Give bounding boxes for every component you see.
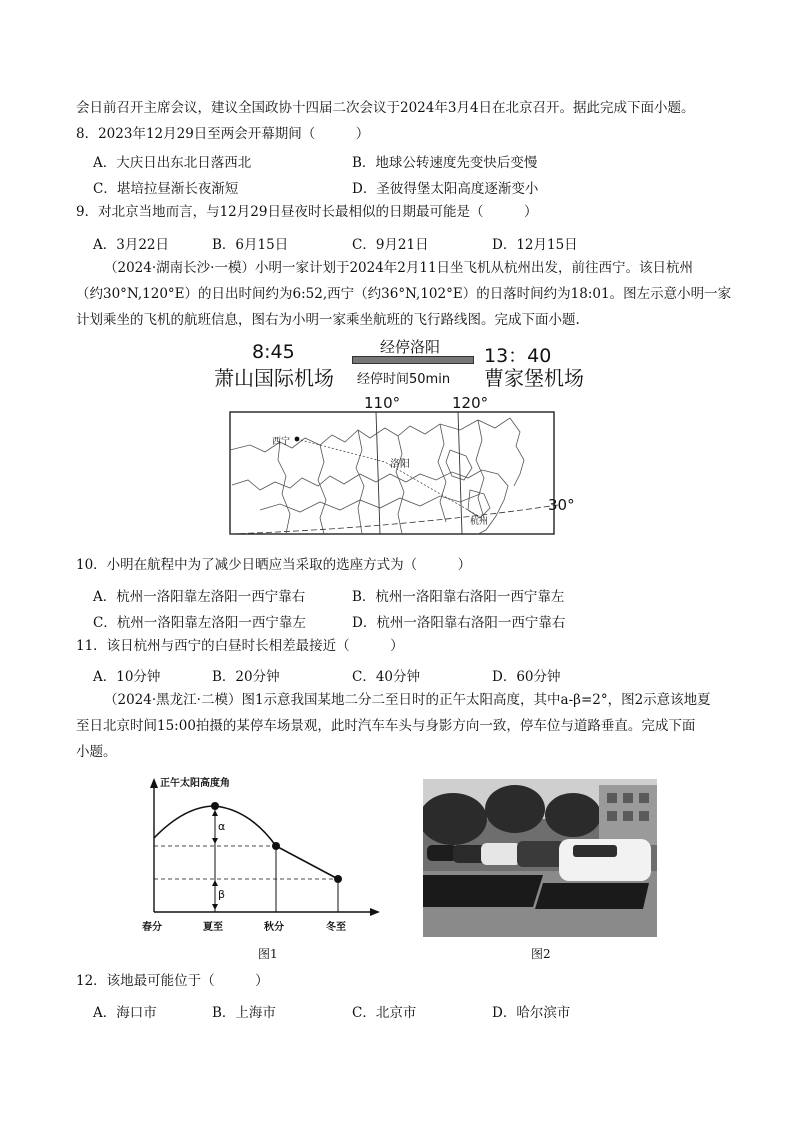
xining-dot — [295, 437, 300, 442]
tick-spring-equinox: 春分 — [142, 922, 162, 933]
question-8-option-c: C．堪培拉昼渐长夜渐短 — [93, 181, 239, 197]
map-frame — [230, 412, 554, 534]
passage-2-line-3: 计划乘坐的飞机的航班信息，图右为小明一家乘坐航班的飞行路线图。完成下面小题. — [76, 312, 580, 328]
arrival-airport: 曹家堡机场 — [484, 366, 584, 390]
longitude-120-label: 120° — [452, 394, 489, 412]
beta-label: β — [218, 888, 226, 901]
question-10-option-c: C．杭州一洛阳靠左洛阳一西宁靠左 — [93, 615, 306, 631]
alpha-label: α — [218, 820, 226, 833]
question-11-option-a: A．10分钟 — [93, 669, 161, 685]
question-9-option-b: B．6月15日 — [212, 237, 289, 253]
y-axis-label: 正午太阳高度角 — [160, 778, 230, 789]
beta-arrow-top — [212, 880, 218, 886]
question-9-option-a: A．3月22日 — [93, 237, 170, 253]
route-bar — [352, 356, 474, 364]
figure-2-parking-photo — [423, 779, 657, 937]
passage-intro-tail: 会日前召开主席会议，建议全国政协十四届二次会议于2024年3月4日在北京召开。据此完成下面小题。 — [76, 100, 695, 116]
figure-1-noon-sun-altitude — [140, 772, 385, 940]
question-10-option-a: A．杭州一洛阳靠左洛阳一西宁靠右 — [93, 589, 306, 605]
question-12-option-c: C．北京市 — [352, 1005, 417, 1021]
question-11-stem: 11．该日杭州与西宁的白昼时长相差最接近（ ） — [76, 638, 404, 654]
latitude-30-label: 30° — [548, 496, 575, 514]
passage-3-line-2: 至日北京时间15:00拍摄的某停车场景观，此时汽车车头与身影方向一致，停车位与道路垂直。完成下面 — [76, 718, 696, 734]
winter-solstice-point — [334, 875, 342, 883]
question-8-stem: 8．2023年12月29日至两会开幕期间（ ） — [76, 126, 370, 142]
question-8-option-d: D．圣彼得堡太阳高度逐渐变小 — [352, 181, 539, 197]
figure-2-caption: 图2 — [531, 947, 551, 961]
tick-winter-solstice: 冬至 — [326, 922, 346, 933]
question-9-option-c: C．9月21日 — [352, 237, 429, 253]
y-axis-arrow — [150, 778, 158, 788]
passage-2-line-2: （约30°N,120°E）的日出时间约为6:52,西宁（约36°N,102°E）的日落时间约为18:01。图左示意小明一家 — [76, 286, 732, 302]
beta-arrow-bottom — [212, 904, 218, 910]
alpha-arrow-bottom — [212, 838, 218, 844]
alpha-arrow-top — [212, 810, 218, 816]
passage-2-line-1: （2024·湖南长沙·一模）小明一家计划于2024年2月11日坐飞机从杭州出发，前往西宁。该日杭州 — [104, 260, 694, 276]
question-9-stem: 9．对北京当地而言，与12月29日昼夜时长最相似的日期最可能是（ ） — [76, 204, 538, 220]
altitude-curve — [154, 806, 338, 879]
question-11-option-d: D．60分钟 — [492, 669, 561, 685]
question-12-stem: 12．该地最可能位于（ ） — [76, 973, 269, 989]
question-11-option-c: C．40分钟 — [352, 669, 421, 685]
departure-airport: 萧山国际机场 — [214, 366, 334, 390]
question-9-option-d: D．12月15日 — [492, 237, 578, 253]
xining-label: 西宁 — [272, 437, 291, 447]
arrival-time: 13：40 — [484, 345, 552, 367]
tick-autumn-equinox: 秋分 — [264, 922, 284, 933]
question-8-option-a: A．大庆日出东北日落西北 — [93, 155, 252, 171]
stopover-label: 经停洛阳 — [380, 338, 441, 356]
summer-solstice-point — [211, 802, 219, 810]
tick-summer-solstice: 夏至 — [203, 922, 223, 933]
passage-3-line-3: 小题。 — [76, 744, 117, 760]
luoyang-label: 洛阳 — [390, 459, 410, 470]
flight-route-map — [220, 390, 580, 545]
question-8-option-b: B．地球公转速度先变快后变慢 — [352, 155, 538, 171]
departure-time: 8:45 — [252, 341, 295, 363]
question-12-option-b: B．上海市 — [212, 1005, 276, 1021]
question-12-option-d: D．哈尔滨市 — [492, 1005, 571, 1021]
question-10-option-b: B．杭州一洛阳靠右洛阳一西宁靠左 — [352, 589, 565, 605]
passage-3-line-1: （2024·黑龙江·二模）图1示意我国某地二分二至日时的正午太阳高度，其中a-β=2°，图2示意该地夏 — [104, 692, 711, 708]
question-11-option-b: B．20分钟 — [212, 669, 280, 685]
stopover-duration: 经停时间50min — [357, 372, 451, 387]
autumn-equinox-point — [272, 842, 280, 850]
longitude-110-label: 110° — [364, 394, 401, 412]
x-axis-arrow — [370, 908, 380, 916]
figure-1-caption: 图1 — [258, 947, 278, 961]
question-10-stem: 10．小明在航程中为了减少日晒应当采取的选座方式为（ ） — [76, 557, 472, 573]
question-10-option-d: D．杭州一洛阳靠右洛阳一西宁靠右 — [352, 615, 566, 631]
question-12-option-a: A．海口市 — [93, 1005, 157, 1021]
hangzhou-label: 杭州 — [470, 517, 489, 527]
